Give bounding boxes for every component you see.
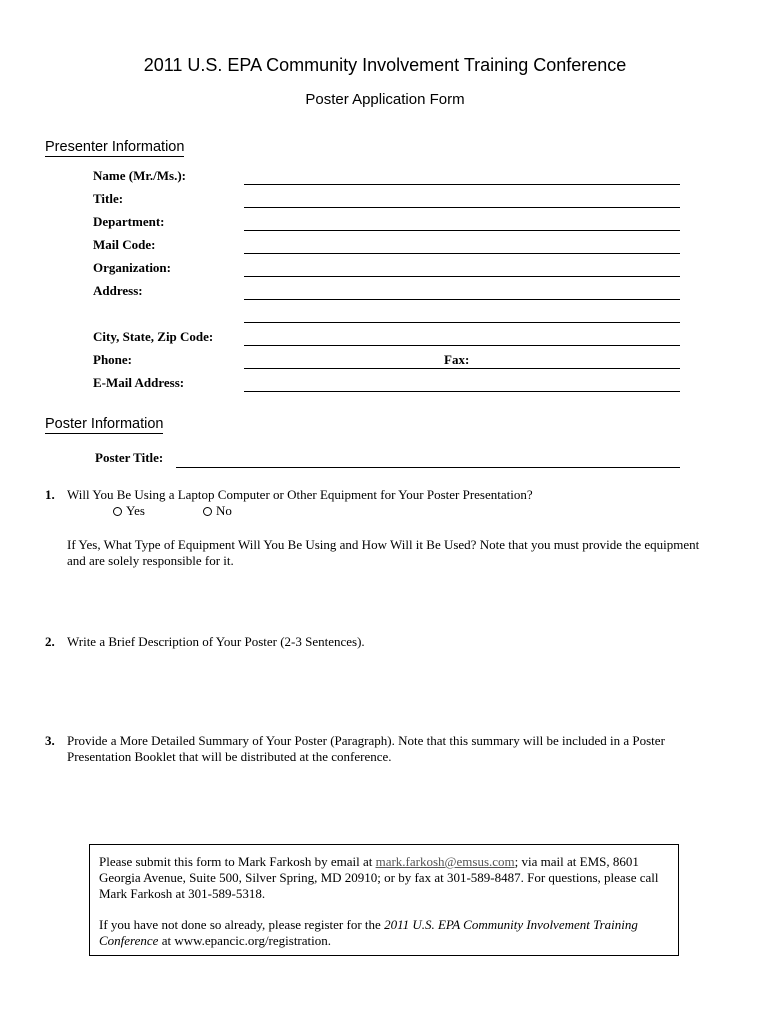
phone-fax-field[interactable] xyxy=(244,368,680,369)
email-label: E-Mail Address: xyxy=(93,375,185,390)
conference-name: 2011 U.S. EPA Community Involvement Training Conference xyxy=(99,917,638,948)
department-label: Department: xyxy=(93,214,165,229)
option-yes[interactable]: Yes xyxy=(113,503,145,519)
notice-paragraph-2: If you have not done so already, please register for the 2011 U.S. EPA Community Involvement Training Conference at www.epancic.org/registration. xyxy=(99,917,638,948)
question-1-text: Will You Be Using a Laptop Computer or Other Equipment for Your Poster Presentation? xyxy=(67,487,533,502)
poster-section-heading: Poster Information xyxy=(45,416,164,432)
question-3-number: 3. xyxy=(45,733,55,748)
city-state-zip-field[interactable] xyxy=(244,345,680,346)
address-field-line1[interactable] xyxy=(244,299,680,300)
form-subtitle: Poster Application Form xyxy=(305,91,465,108)
question-3-text: Provide a More Detailed Summary of Your Poster (Paragraph). Note that this summary will be included in a Poster Presentation Booklet that will be distributed at the conference. xyxy=(67,733,665,764)
submission-notice-box xyxy=(89,844,679,956)
title-field[interactable] xyxy=(244,207,680,208)
fax-label: Fax: xyxy=(444,352,470,367)
poster-title-field[interactable] xyxy=(176,467,680,468)
notice-paragraph-1: Please submit this form to Mark Farkosh by email at mark.farkosh@emsus.com; via mail at EMS, 8601 Georgia Avenue, Suite 500, Silver Spring, MD 20910; or by fax at 301-589-8487. For questions, please call Mark Farkosh at 301-589-5318. xyxy=(99,854,659,901)
option-no[interactable]: No xyxy=(203,503,232,519)
radio-yes-icon[interactable] xyxy=(113,507,122,516)
name-field[interactable] xyxy=(244,184,680,185)
city-state-zip-label: City, State, Zip Code: xyxy=(93,329,214,344)
title-label: Title: xyxy=(93,191,124,206)
question-1-number: 1. xyxy=(45,487,55,502)
page-title: 2011 U.S. EPA Community Involvement Training Conference xyxy=(143,55,627,75)
question-2-number: 2. xyxy=(45,634,55,649)
department-field[interactable] xyxy=(244,230,680,231)
mail-code-label: Mail Code: xyxy=(93,237,156,252)
name-label: Name (Mr./Ms.): xyxy=(93,168,187,183)
email-field[interactable] xyxy=(244,391,680,392)
phone-label: Phone: xyxy=(93,352,132,367)
question-1-followup: If Yes, What Type of Equipment Will You Be Using and How Will it Be Used? Note that you must provide the equipment and are solely responsible for it. xyxy=(67,537,700,568)
presenter-section-heading: Presenter Information xyxy=(45,139,185,155)
organization-field[interactable] xyxy=(244,276,680,277)
email-link[interactable]: mark.farkosh@emsus.com xyxy=(375,854,515,869)
address-field-line2[interactable] xyxy=(244,322,680,323)
question-2-text: Write a Brief Description of Your Poster (2-3 Sentences). xyxy=(67,634,365,649)
poster-title-label: Poster Title: xyxy=(95,450,164,465)
mail-code-field[interactable] xyxy=(244,253,680,254)
organization-label: Organization: xyxy=(93,260,171,275)
address-label: Address: xyxy=(93,283,143,298)
radio-no-icon[interactable] xyxy=(203,507,212,516)
